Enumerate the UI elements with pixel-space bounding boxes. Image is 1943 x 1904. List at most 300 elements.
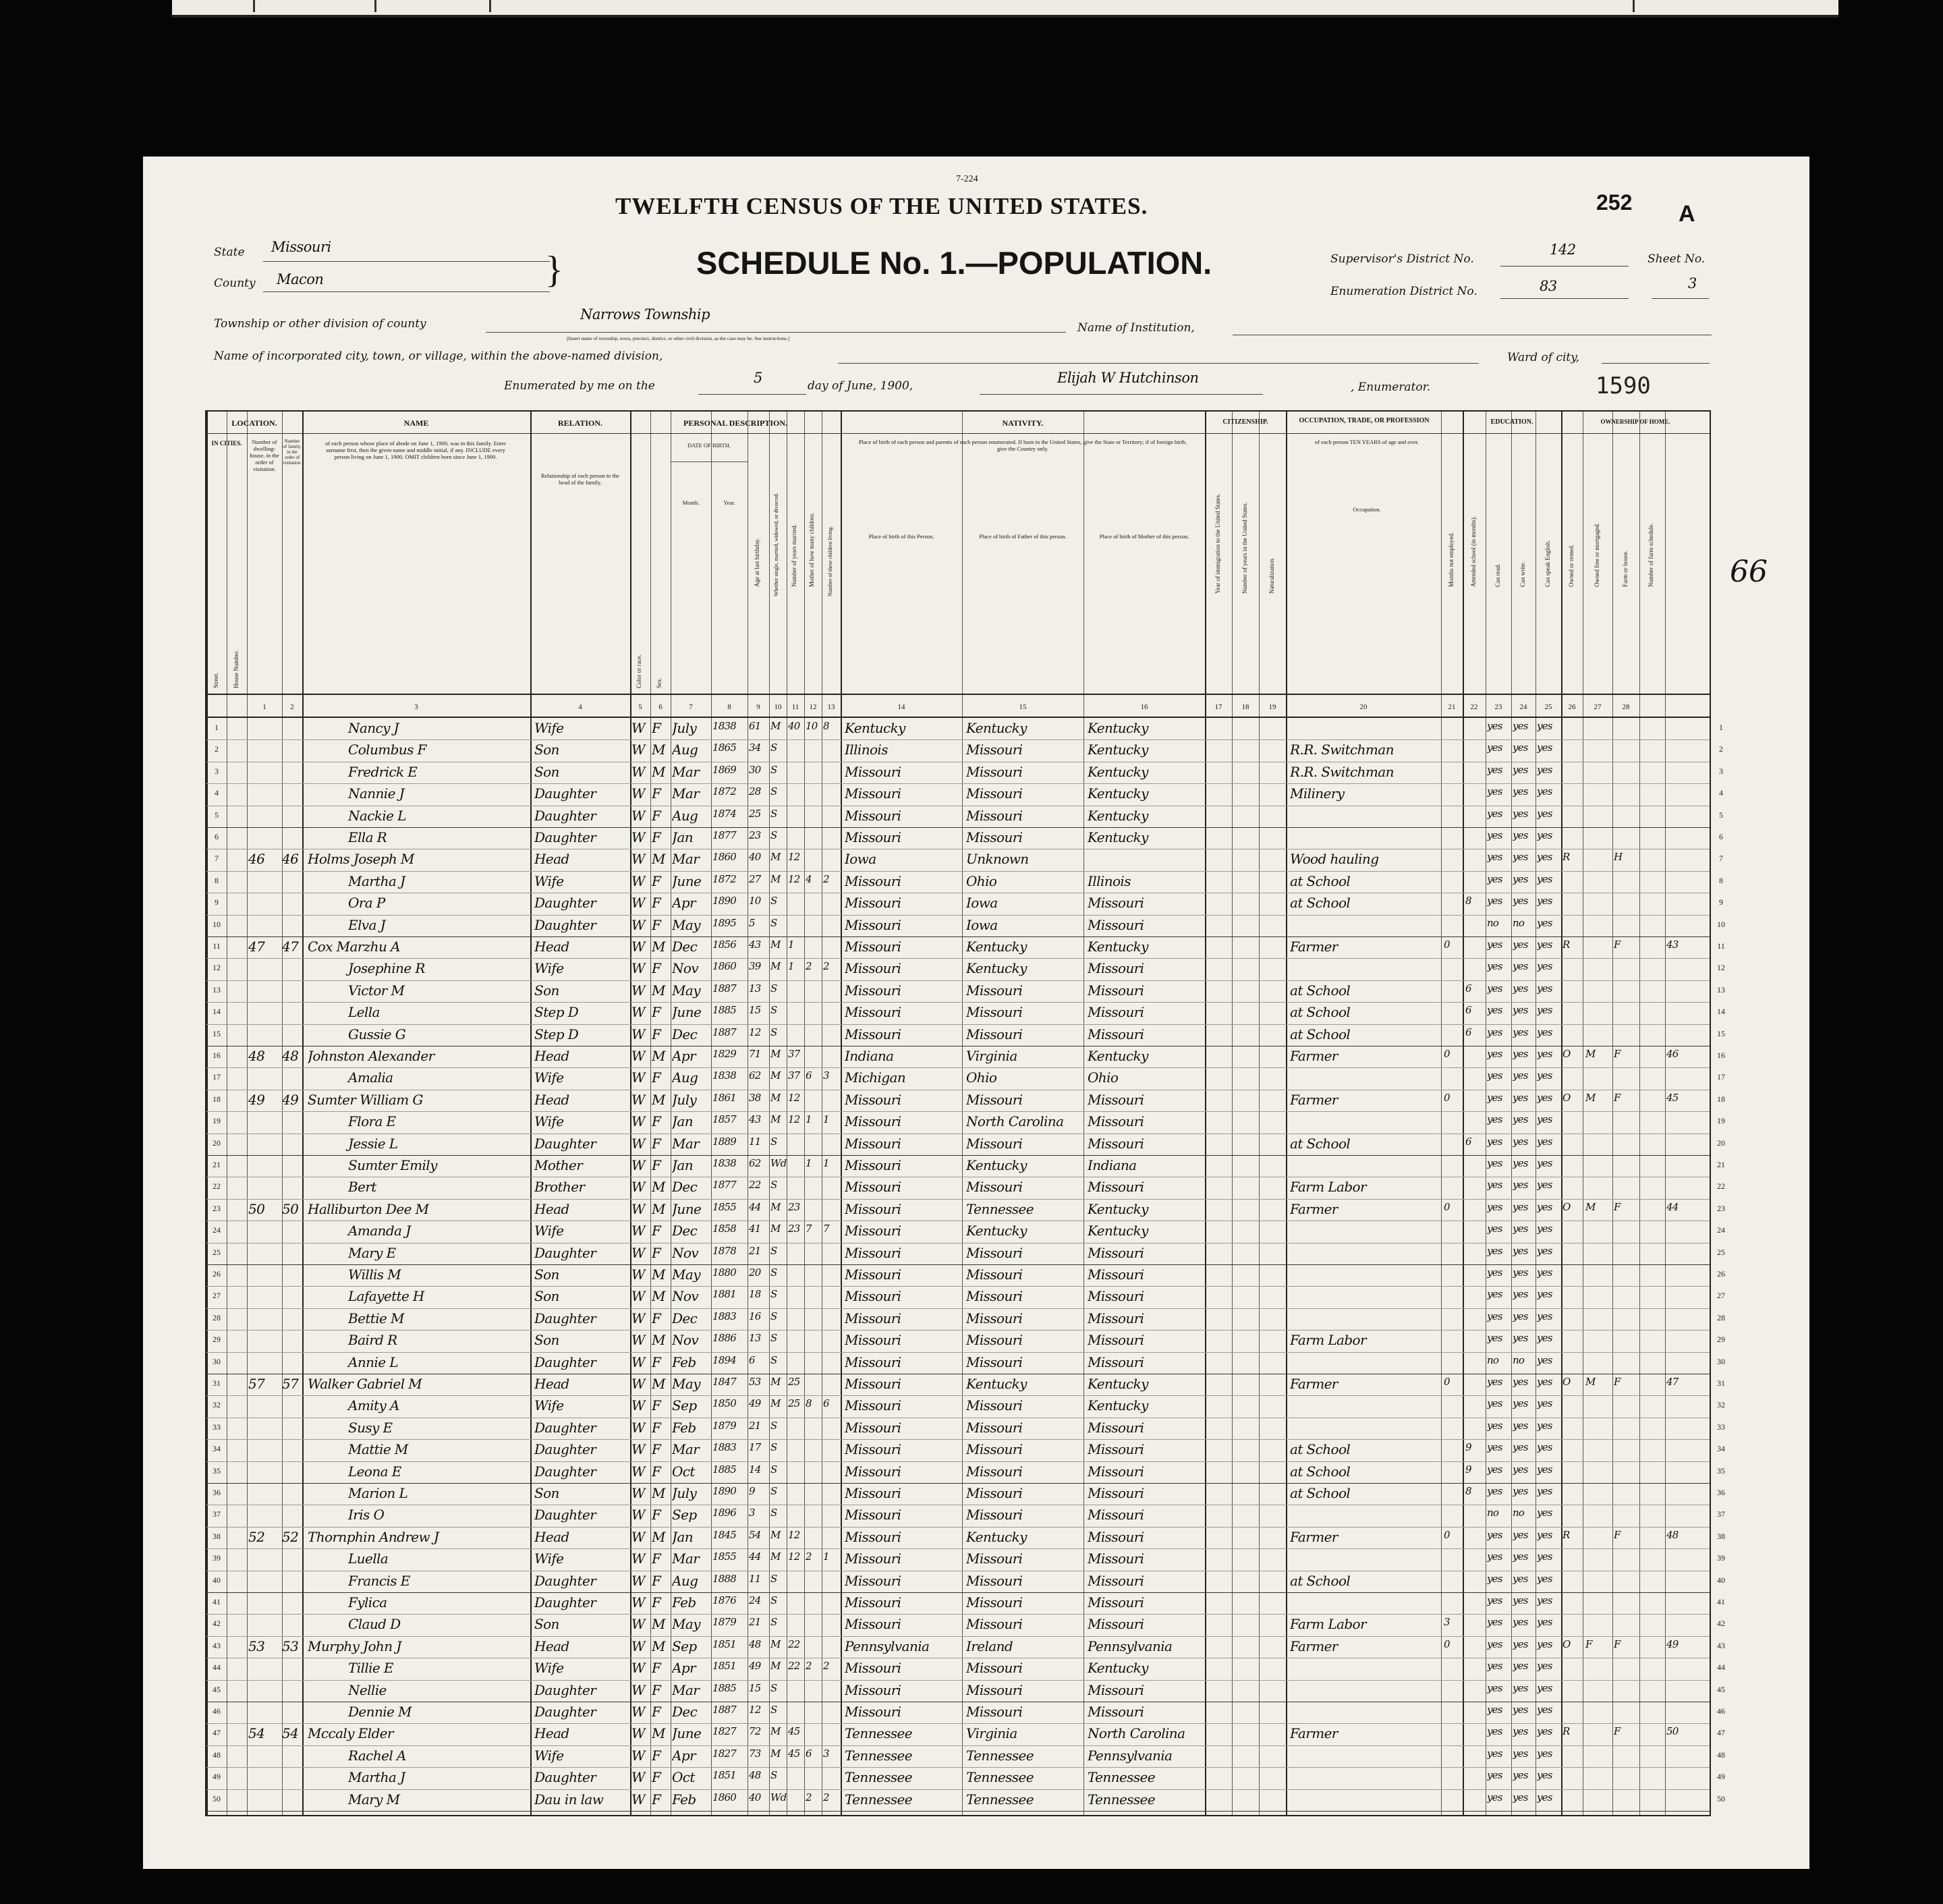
birthplace-father: Missouri bbox=[966, 1681, 1023, 1698]
children-living-value: 2 bbox=[823, 1660, 829, 1673]
birthplace-mother: Missouri bbox=[1088, 1550, 1144, 1567]
marital-value: M bbox=[770, 1200, 781, 1213]
can-write-value: no bbox=[1513, 1353, 1525, 1366]
row-number: 34 bbox=[213, 1444, 221, 1454]
row-number: 35 bbox=[213, 1465, 221, 1476]
can-speak-value: yes bbox=[1537, 960, 1552, 973]
birth-month: May bbox=[672, 1266, 700, 1283]
table-row bbox=[206, 1243, 1725, 1265]
row-number-right: 36 bbox=[1717, 1488, 1725, 1497]
census-title: TWELFTH CENSUS OF THE UNITED STATES. bbox=[615, 193, 1148, 219]
birth-year: 1827 bbox=[712, 1747, 736, 1760]
age-value: 9 bbox=[749, 1485, 755, 1497]
children-living-value: 1 bbox=[823, 1550, 829, 1563]
row-number: 28 bbox=[213, 1312, 221, 1322]
birthplace-father: Iowa bbox=[966, 916, 998, 933]
ward-label: Ward of city, bbox=[1507, 351, 1580, 364]
color-value: W bbox=[631, 1353, 645, 1370]
school-months-value: 6 bbox=[1465, 982, 1471, 995]
months-unemployed-header: Months not employed. bbox=[1448, 532, 1455, 587]
can-read-value: yes bbox=[1487, 1157, 1502, 1169]
sex-value: F bbox=[652, 720, 661, 736]
can-speak-value: yes bbox=[1537, 1135, 1552, 1148]
person-name: Iris O bbox=[348, 1507, 385, 1523]
can-read-value: yes bbox=[1487, 1441, 1502, 1454]
birthplace-person: Missouri bbox=[845, 1157, 901, 1173]
can-write-value: yes bbox=[1513, 1397, 1528, 1410]
birthplace-person: Michigan bbox=[845, 1069, 906, 1086]
person-name: Bettie M bbox=[348, 1310, 404, 1326]
birthplace-person: Missouri bbox=[845, 1200, 901, 1217]
row-number: 30 bbox=[213, 1356, 221, 1366]
can-read-value: yes bbox=[1487, 851, 1502, 864]
years-married-value: 22 bbox=[788, 1660, 800, 1673]
farm-house-value: F bbox=[1614, 1048, 1621, 1060]
relation-value: Daughter bbox=[534, 785, 596, 802]
can-write-value: yes bbox=[1513, 895, 1528, 907]
row-number: 33 bbox=[213, 1422, 221, 1432]
row-number: 44 bbox=[213, 1662, 221, 1673]
age-value: 21 bbox=[749, 1616, 761, 1629]
birthplace-mother: Kentucky bbox=[1088, 829, 1148, 845]
column-number: 14 bbox=[897, 703, 905, 711]
table-row bbox=[206, 958, 1725, 980]
row-number-right: 25 bbox=[1717, 1247, 1725, 1257]
relation-value: Son bbox=[534, 1288, 559, 1305]
can-read-value: yes bbox=[1487, 1397, 1502, 1410]
table-row bbox=[206, 1002, 1725, 1024]
farm-schedule-value: 44 bbox=[1666, 1200, 1679, 1213]
birthplace-father: Missouri bbox=[966, 1353, 1023, 1370]
birth-month: May bbox=[672, 1616, 700, 1633]
birthplace-father: Kentucky bbox=[966, 1528, 1027, 1545]
table-row bbox=[206, 1264, 1725, 1287]
birthplace-mother: Missouri bbox=[1088, 1288, 1144, 1305]
can-read-value: yes bbox=[1487, 1244, 1502, 1257]
birthplace-person: Missouri bbox=[845, 982, 901, 999]
children-born-value: 2 bbox=[806, 1791, 812, 1803]
age-value: 17 bbox=[749, 1441, 761, 1454]
birth-month: Mar bbox=[672, 1681, 700, 1698]
birth-month: Sep bbox=[672, 1397, 697, 1414]
age-value: 61 bbox=[749, 720, 761, 732]
birth-year: 1851 bbox=[712, 1769, 736, 1782]
birth-year: 1878 bbox=[712, 1244, 736, 1257]
birthplace-mother: Missouri bbox=[1088, 1353, 1144, 1370]
row-number: 1 bbox=[215, 723, 219, 732]
can-write-value: yes bbox=[1513, 1528, 1528, 1541]
can-speak-value: yes bbox=[1537, 1026, 1552, 1038]
years-married-value: 23 bbox=[788, 1223, 800, 1235]
marital-value: M bbox=[770, 1637, 781, 1650]
can-write-value: yes bbox=[1513, 1310, 1528, 1322]
row-number-right: 26 bbox=[1717, 1269, 1725, 1279]
relation-value: Wife bbox=[534, 1660, 564, 1677]
can-write-value: yes bbox=[1513, 829, 1528, 841]
can-speak-value: yes bbox=[1537, 1441, 1552, 1454]
sex-value: M bbox=[652, 1091, 665, 1108]
birth-month: Sep bbox=[672, 1637, 697, 1654]
table-row bbox=[206, 1418, 1725, 1440]
age-value: 54 bbox=[749, 1528, 761, 1541]
years-married-value: 37 bbox=[788, 1048, 800, 1060]
sex-value: F bbox=[652, 1244, 661, 1261]
children-born-value: 1 bbox=[806, 1113, 812, 1126]
row-number-right: 8 bbox=[1719, 875, 1723, 885]
row-number-right: 19 bbox=[1717, 1116, 1725, 1126]
birthplace-father: Tennessee bbox=[966, 1200, 1034, 1217]
color-value: W bbox=[631, 1791, 645, 1808]
can-speak-value: yes bbox=[1537, 939, 1552, 951]
farm-schedule-value: 45 bbox=[1666, 1091, 1679, 1104]
color-value: W bbox=[631, 1769, 645, 1786]
birthplace-person: Missouri bbox=[845, 763, 901, 780]
sex-value: F bbox=[652, 1157, 661, 1173]
can-speak-value: yes bbox=[1537, 1200, 1552, 1213]
table-row bbox=[206, 980, 1725, 1003]
birthplace-mother: Missouri bbox=[1088, 1485, 1144, 1501]
row-number: 8 bbox=[215, 875, 219, 885]
birthplace-father: Kentucky bbox=[966, 1223, 1027, 1239]
table-row bbox=[206, 1111, 1725, 1133]
column-number: 6 bbox=[658, 703, 663, 711]
sex-value: M bbox=[652, 1266, 665, 1283]
color-value: W bbox=[631, 1223, 645, 1239]
birthplace-father: Missouri bbox=[966, 1463, 1023, 1480]
birthplace-mother: Missouri bbox=[1088, 1528, 1144, 1545]
nativity-header: NATIVITY. bbox=[1002, 418, 1044, 428]
family-number: 54 bbox=[282, 1725, 299, 1742]
can-read-value: yes bbox=[1487, 1419, 1502, 1432]
dwelling-number: 53 bbox=[248, 1637, 265, 1654]
can-write-value: no bbox=[1513, 916, 1525, 929]
birthplace-person: Missouri bbox=[845, 1091, 901, 1108]
birth-month: Nov bbox=[672, 960, 699, 977]
table-row bbox=[206, 1046, 1725, 1068]
can-read-value: yes bbox=[1487, 720, 1502, 732]
person-name: Gussie G bbox=[348, 1026, 406, 1042]
color-value: W bbox=[631, 1179, 645, 1196]
supervisor-label: Supervisor's District No. bbox=[1330, 252, 1474, 266]
relation-value: Head bbox=[534, 1376, 569, 1392]
age-value: 30 bbox=[749, 763, 761, 776]
birthplace-mother: Missouri bbox=[1088, 1113, 1144, 1130]
birthplace-person: Iowa bbox=[845, 851, 876, 868]
table-row bbox=[206, 1680, 1725, 1702]
color-value: W bbox=[631, 785, 645, 802]
can-speak-value: yes bbox=[1537, 872, 1552, 885]
birth-month: Dec bbox=[672, 1026, 698, 1042]
birthplace-person: Pennsylvania bbox=[845, 1637, 930, 1654]
birth-year: 1838 bbox=[712, 1157, 736, 1169]
occ-header: Occupation. bbox=[1353, 506, 1381, 513]
row-number-right: 50 bbox=[1717, 1793, 1725, 1803]
birth-year: 1895 bbox=[712, 916, 736, 929]
relation-desc: Relationship of each person to the head of the family. bbox=[541, 472, 619, 486]
marital-value: S bbox=[770, 1704, 777, 1716]
age-value: 44 bbox=[749, 1200, 761, 1213]
months-unemployed-value: 0 bbox=[1444, 939, 1450, 951]
column-number: 22 bbox=[1470, 703, 1478, 711]
sheet-letter: A bbox=[1679, 201, 1695, 227]
free-mortgaged-value: M bbox=[1585, 1376, 1596, 1388]
row-number-right: 47 bbox=[1717, 1728, 1725, 1738]
relation-value: Head bbox=[534, 1528, 569, 1545]
relation-value: Mother bbox=[534, 1157, 583, 1173]
marital-value: M bbox=[770, 1660, 781, 1673]
dwelling-number: 46 bbox=[248, 851, 265, 868]
column-number: 19 bbox=[1268, 703, 1276, 711]
row-number: 32 bbox=[213, 1400, 221, 1410]
column-number: 28 bbox=[1622, 703, 1630, 711]
table-row bbox=[206, 1592, 1725, 1615]
person-name: Flora E bbox=[348, 1113, 396, 1130]
age-value: 24 bbox=[749, 1594, 761, 1606]
sex-value: F bbox=[652, 1463, 661, 1480]
birth-year: 1890 bbox=[712, 895, 736, 907]
relation-value: Daughter bbox=[534, 1594, 596, 1611]
can-speak-value: yes bbox=[1537, 1594, 1552, 1606]
can-speak-value: yes bbox=[1537, 1485, 1552, 1497]
relation-value: Head bbox=[534, 1091, 569, 1108]
marital-value: M bbox=[770, 1747, 781, 1760]
row-number-right: 5 bbox=[1719, 810, 1723, 820]
can-write-value: yes bbox=[1513, 763, 1528, 776]
age-value: 11 bbox=[749, 1572, 761, 1585]
person-name: Nellie bbox=[348, 1681, 387, 1698]
birth-month: Apr bbox=[672, 1747, 696, 1764]
color-value: W bbox=[631, 895, 645, 912]
can-speak-value: yes bbox=[1537, 1310, 1552, 1322]
birthplace-person: Illinois bbox=[845, 741, 888, 758]
person-name: Martha J bbox=[348, 1769, 405, 1786]
color-value: W bbox=[631, 1704, 645, 1720]
person-name: Bert bbox=[348, 1179, 376, 1196]
can-write-value: yes bbox=[1513, 1223, 1528, 1235]
color-value: W bbox=[631, 807, 645, 824]
birthplace-person: Missouri bbox=[845, 1704, 901, 1720]
row-number: 22 bbox=[213, 1181, 221, 1192]
birth-month: Oct bbox=[672, 1463, 695, 1480]
person-name: Mattie M bbox=[348, 1441, 408, 1458]
birthplace-mother: Missouri bbox=[1088, 1332, 1144, 1349]
marital-value: S bbox=[770, 1353, 777, 1366]
birth-year: 1829 bbox=[712, 1048, 736, 1060]
person-name: Thornphin Andrew J bbox=[308, 1528, 439, 1545]
age-value: 43 bbox=[749, 939, 761, 951]
can-speak-value: yes bbox=[1537, 741, 1552, 754]
can-write-value: yes bbox=[1513, 1660, 1528, 1673]
years-married-value: 45 bbox=[788, 1747, 800, 1760]
birth-year: 1896 bbox=[712, 1507, 736, 1519]
farm-schedule-value: 47 bbox=[1666, 1376, 1679, 1388]
color-value: W bbox=[631, 1135, 645, 1152]
sex-value: F bbox=[652, 829, 661, 845]
table-row bbox=[206, 1527, 1725, 1549]
person-name: Rachel A bbox=[348, 1747, 406, 1764]
birthplace-mother: Kentucky bbox=[1088, 1223, 1148, 1239]
relation-value: Head bbox=[534, 1200, 569, 1217]
sex-value: F bbox=[652, 872, 661, 889]
sex-value: F bbox=[652, 895, 661, 912]
can-read-value: yes bbox=[1487, 1637, 1502, 1650]
row-number: 31 bbox=[213, 1378, 221, 1388]
row-number: 23 bbox=[213, 1203, 221, 1213]
marital-value: S bbox=[770, 785, 777, 798]
column-number: 13 bbox=[827, 703, 835, 711]
age-value: 21 bbox=[749, 1419, 761, 1432]
can-write-value: yes bbox=[1513, 1288, 1528, 1301]
birth-month: Dec bbox=[672, 1704, 698, 1720]
relation-value: Daughter bbox=[534, 1441, 596, 1458]
year-header: Year. bbox=[723, 499, 735, 506]
age-value: 5 bbox=[749, 916, 755, 929]
table-row bbox=[206, 849, 1723, 871]
dwelling-number: 50 bbox=[248, 1200, 265, 1217]
color-value: W bbox=[631, 1528, 645, 1545]
age-value: 14 bbox=[749, 1463, 761, 1476]
years-married-value: 12 bbox=[788, 1528, 800, 1541]
marital-value: S bbox=[770, 1616, 777, 1629]
marital-value: S bbox=[770, 1485, 777, 1497]
table-row bbox=[206, 1439, 1725, 1461]
sex-value: M bbox=[652, 1616, 665, 1633]
can-write-value: yes bbox=[1513, 1266, 1528, 1279]
birth-year: 1885 bbox=[712, 1681, 736, 1694]
age-value: 20 bbox=[749, 1266, 761, 1279]
table-row bbox=[206, 936, 1725, 959]
occupation-value: Farmer bbox=[1290, 1091, 1338, 1108]
farm-house-value: F bbox=[1614, 1376, 1621, 1388]
children-born-value: 2 bbox=[806, 1660, 812, 1673]
color-value: W bbox=[631, 720, 645, 736]
can-read-value: yes bbox=[1487, 1463, 1502, 1476]
can-read-value: yes bbox=[1487, 829, 1502, 841]
relation-value: Wife bbox=[534, 872, 564, 889]
age-value: 49 bbox=[749, 1660, 761, 1673]
row-number: 42 bbox=[213, 1619, 221, 1629]
can-read-value: yes bbox=[1487, 939, 1502, 951]
table-row bbox=[206, 718, 1723, 740]
can-speak-value: yes bbox=[1537, 1223, 1552, 1235]
row-number-right: 17 bbox=[1717, 1072, 1725, 1082]
relation-value: Son bbox=[534, 1332, 559, 1349]
occupation-value: Farmer bbox=[1290, 1048, 1338, 1064]
can-write-header: Can write. bbox=[1519, 561, 1526, 587]
marital-value: M bbox=[770, 960, 781, 973]
can-speak-value: yes bbox=[1537, 1528, 1552, 1541]
row-number-right: 32 bbox=[1717, 1400, 1725, 1410]
can-speak-value: yes bbox=[1537, 1507, 1552, 1519]
color-value: W bbox=[631, 1725, 645, 1742]
marital-value: S bbox=[770, 1288, 777, 1301]
relation-value: Daughter bbox=[534, 1463, 596, 1480]
children-born-value: 8 bbox=[806, 1397, 812, 1410]
birthplace-mother: Kentucky bbox=[1088, 807, 1148, 824]
person-name: Nackie L bbox=[348, 807, 406, 824]
row-number: 6 bbox=[215, 832, 219, 841]
marital-value: S bbox=[770, 895, 777, 907]
birthplace-father: North Carolina bbox=[966, 1113, 1064, 1130]
birthplace-person: Missouri bbox=[845, 1353, 901, 1370]
birthplace-mother: Pennsylvania bbox=[1088, 1747, 1173, 1764]
birthplace-father: Ohio bbox=[966, 872, 997, 889]
age-value: 12 bbox=[749, 1026, 761, 1038]
birthplace-person: Missouri bbox=[845, 785, 901, 802]
sex-value: F bbox=[652, 1769, 661, 1786]
birth-year: 1860 bbox=[712, 960, 736, 973]
can-read-value: yes bbox=[1487, 1594, 1502, 1606]
enumeration-mid: day of June, 1900, bbox=[808, 379, 913, 393]
age-value: 71 bbox=[749, 1048, 761, 1060]
children-living-value: 2 bbox=[823, 960, 829, 973]
birthplace-person: Missouri bbox=[845, 1616, 901, 1633]
can-read-value: yes bbox=[1487, 1266, 1502, 1279]
sex-value: M bbox=[652, 1485, 665, 1501]
row-number: 29 bbox=[213, 1335, 221, 1345]
birthplace-mother: Kentucky bbox=[1088, 720, 1148, 736]
marital-value: S bbox=[770, 1441, 777, 1454]
township-note: [Insert name of township, town, precinct, district, or other civil division, as the case may be. See instructions.] bbox=[567, 335, 790, 341]
sex-value: F bbox=[652, 807, 661, 824]
months-unemployed-value: 0 bbox=[1444, 1528, 1450, 1541]
birthplace-person: Missouri bbox=[845, 1419, 901, 1436]
birthplace-person: Missouri bbox=[845, 1485, 901, 1501]
birth-year: 1838 bbox=[712, 720, 736, 732]
relation-value: Wife bbox=[534, 720, 564, 736]
color-value: W bbox=[631, 1681, 645, 1698]
sex-value: M bbox=[652, 1288, 665, 1305]
can-write-value: no bbox=[1513, 1507, 1525, 1519]
birthplace-person: Missouri bbox=[845, 1463, 901, 1480]
row-number-right: 4 bbox=[1719, 788, 1723, 798]
table-row bbox=[206, 1155, 1725, 1177]
birth-month: Sep bbox=[672, 1507, 697, 1523]
can-speak-value: yes bbox=[1537, 916, 1552, 929]
person-name: Mary M bbox=[348, 1791, 400, 1808]
relation-value: Step D bbox=[534, 1026, 579, 1042]
can-read-value: yes bbox=[1487, 1223, 1502, 1235]
birthplace-mother: Missouri bbox=[1088, 1507, 1144, 1523]
sex-header: Sex. bbox=[656, 677, 663, 688]
birthplace-mother: Kentucky bbox=[1088, 763, 1148, 780]
can-read-value: no bbox=[1487, 916, 1499, 929]
column-number: 26 bbox=[1568, 703, 1576, 711]
birthplace-person: Missouri bbox=[845, 1266, 901, 1283]
birth-month: Aug bbox=[672, 741, 698, 758]
color-value: W bbox=[631, 1463, 645, 1480]
birthplace-person: Missouri bbox=[845, 1397, 901, 1414]
birthplace-father: Unknown bbox=[966, 851, 1029, 868]
children-living-value: 3 bbox=[823, 1747, 829, 1760]
birthplace-father: Missouri bbox=[966, 741, 1023, 758]
color-value: W bbox=[631, 1507, 645, 1523]
relation-value: Daughter bbox=[534, 1769, 596, 1786]
birth-year: 1880 bbox=[712, 1266, 736, 1279]
sex-value: F bbox=[652, 1572, 661, 1589]
relation-value: Daughter bbox=[534, 895, 596, 912]
pob-mother-header: Place of birth of Mother of this person. bbox=[1099, 533, 1189, 540]
birthplace-father: Missouri bbox=[966, 1441, 1023, 1458]
row-number-right: 20 bbox=[1717, 1138, 1725, 1148]
relation-value: Daughter bbox=[534, 1572, 596, 1589]
can-write-value: yes bbox=[1513, 1004, 1528, 1017]
column-number: 9 bbox=[756, 703, 760, 711]
name-header: NAME bbox=[403, 418, 429, 428]
birthplace-mother: Missouri bbox=[1088, 1419, 1144, 1436]
relation-value: Son bbox=[534, 763, 559, 780]
birthplace-father: Missouri bbox=[966, 1507, 1023, 1523]
